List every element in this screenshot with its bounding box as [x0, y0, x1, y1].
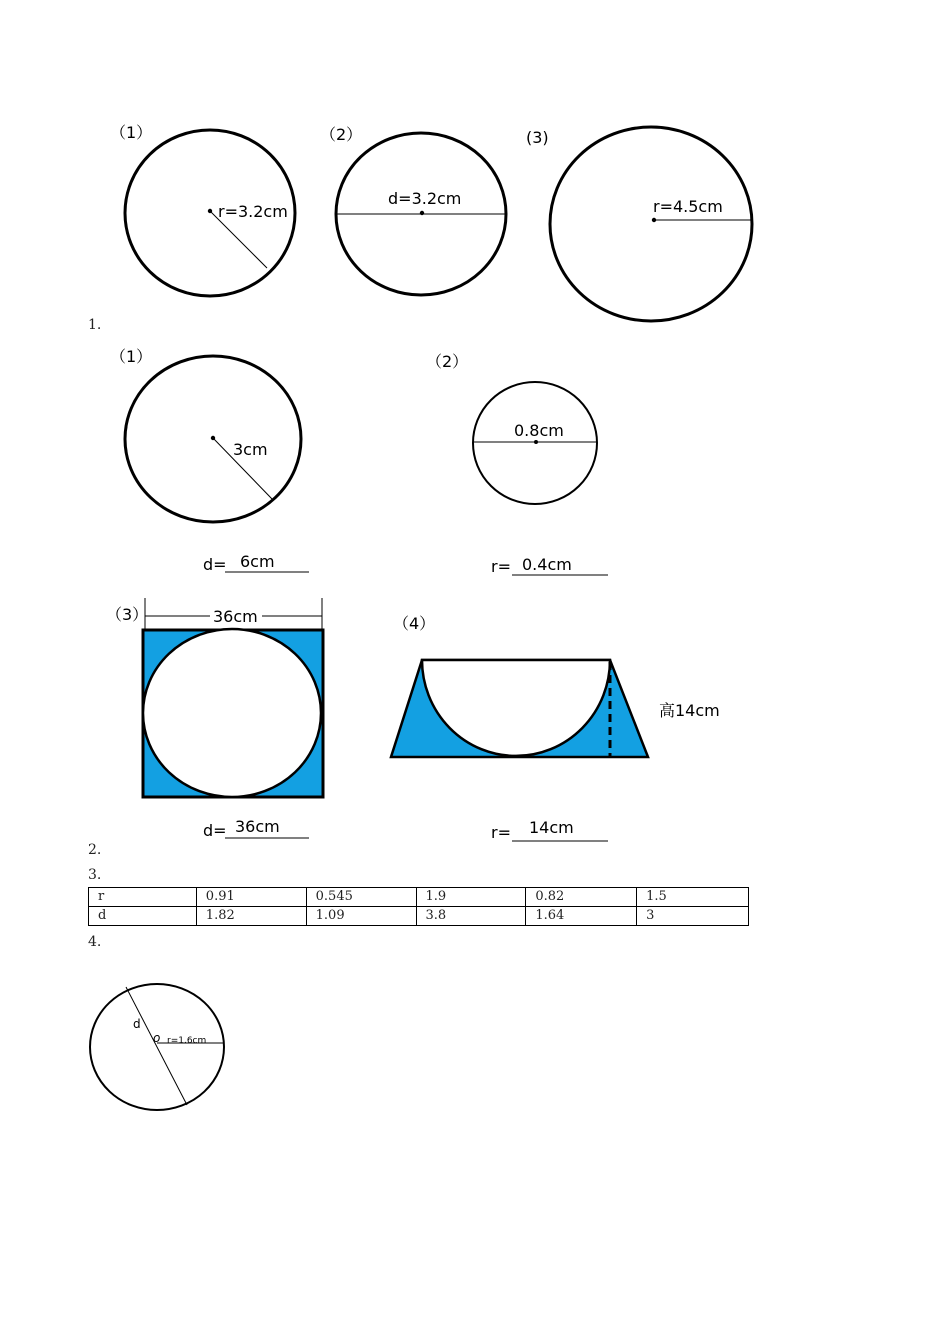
s2-figlabel-4: 高14cm: [659, 701, 720, 720]
s1-circle-3: [550, 127, 752, 321]
table-cell: 0.82: [526, 888, 637, 907]
s2-figlabel-1: 3cm: [233, 440, 268, 459]
s2-answer-prefix-2: r=: [491, 557, 511, 576]
s2-tag-1: （1）: [110, 347, 153, 366]
table-row-d: [89, 907, 749, 926]
table-cell: 1.09: [306, 907, 416, 926]
table-cell: 1.64: [526, 907, 637, 926]
s2-inscribed-circle: [143, 629, 321, 797]
s2-center-2: [534, 440, 538, 444]
s2-answer-2: 0.4cm: [522, 555, 572, 574]
s2-answer-prefix-4: r=: [491, 823, 511, 842]
table-cell: 1.5: [637, 888, 749, 907]
table-cell: 0.91: [196, 888, 306, 907]
table-cell: 3.8: [416, 907, 526, 926]
table-cell: 1.82: [196, 907, 306, 926]
table-cell: 3: [637, 907, 749, 926]
s2-answer-3: 36cm: [235, 817, 280, 836]
table-cell: 0.545: [306, 888, 416, 907]
s1-label-1: r=3.2cm: [218, 202, 288, 221]
table-cell: 1.9: [416, 888, 526, 907]
s4-d-label: d: [133, 1017, 141, 1031]
s1-label-3: r=4.5cm: [653, 197, 723, 216]
radius-diameter-table: [88, 887, 749, 926]
s2-figlabel-2: 0.8cm: [514, 421, 564, 440]
s2-tag-3: （3）: [106, 605, 149, 624]
section-number-4: 4.: [88, 934, 102, 950]
s4-diameter: [126, 987, 187, 1105]
section-number-1: 1.: [88, 317, 102, 333]
s2-answer-4: 14cm: [529, 818, 574, 837]
s4-o-label: o: [153, 1031, 161, 1045]
table-head-d: d: [89, 907, 197, 926]
s1-tag-1: （1）: [110, 123, 153, 142]
s1-tag-2: （2）: [320, 125, 363, 144]
s2-tag-4: （4）: [393, 614, 436, 633]
section-number-2: 2.: [88, 842, 102, 858]
section-number-3: 3.: [88, 867, 102, 883]
s4-r-label: r=1.6cm: [167, 1036, 207, 1046]
s1-center-3: [652, 218, 656, 222]
s1-label-2: d=3.2cm: [388, 189, 462, 208]
s2-answer-prefix-3: d=: [203, 821, 227, 840]
table-head-r: r: [89, 888, 197, 907]
s2-answer-prefix-1: d=: [203, 555, 227, 574]
s2-figlabel-3: 36cm: [213, 607, 258, 626]
table-row-r: [89, 888, 749, 907]
s1-center-2: [420, 211, 424, 215]
s2-tag-2: （2）: [426, 352, 469, 371]
s1-tag-3: (3): [526, 128, 549, 147]
s2-answer-1: 6cm: [240, 552, 275, 571]
